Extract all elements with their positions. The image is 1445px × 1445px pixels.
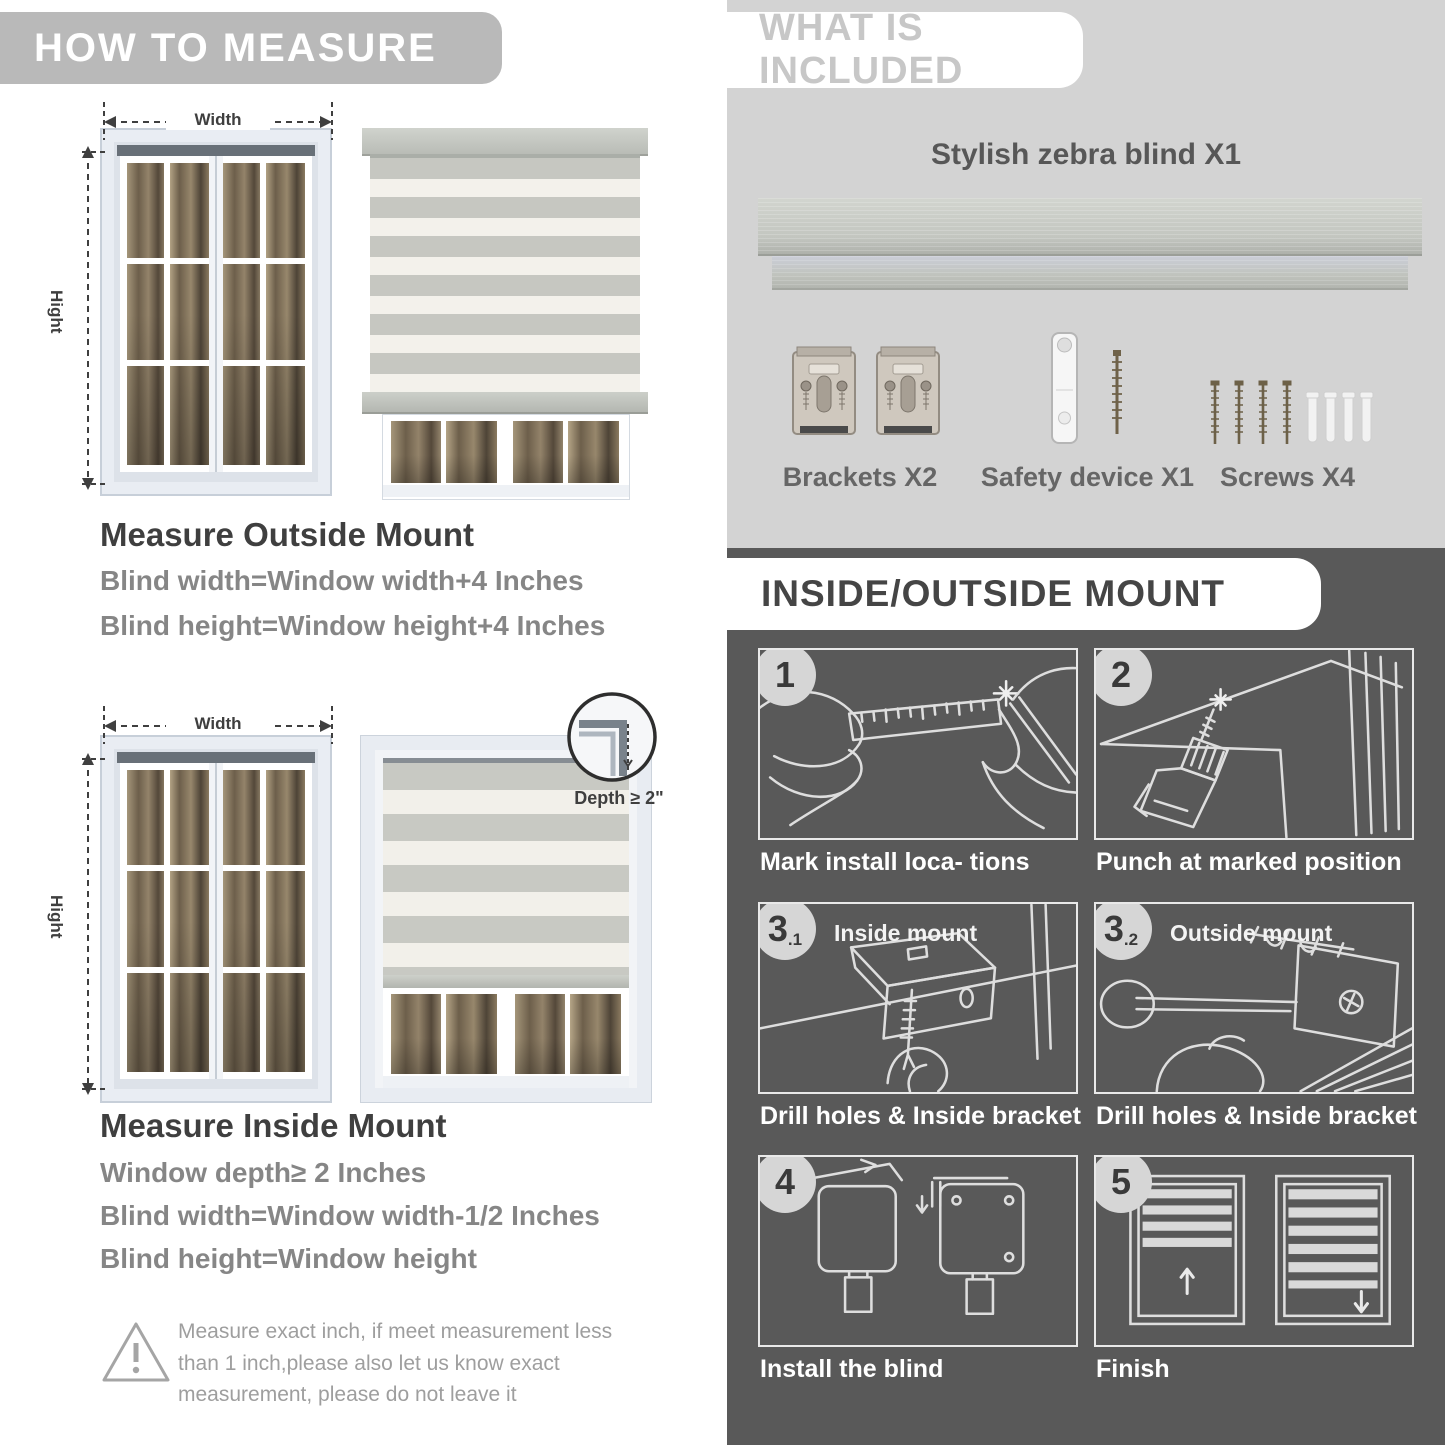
step-5-panel bbox=[1094, 1155, 1414, 1347]
product-label: Stylish zebra blind X1 bbox=[930, 138, 1242, 171]
window-sill bbox=[383, 485, 629, 497]
measure-warning-text: Measure exact inch, if meet measurement less than 1 inch,please also let us know exact measurement, please do not leave it bbox=[178, 1320, 613, 1406]
height-label-outside: Hight bbox=[47, 290, 66, 334]
how-to-measure-title: HOW TO MEASURE bbox=[34, 25, 437, 70]
screws-label: Screws X4 bbox=[1219, 462, 1356, 492]
warning-triangle-icon bbox=[100, 1318, 172, 1388]
muntin bbox=[441, 421, 446, 483]
inside-rule-height: Blind height=Window height bbox=[100, 1243, 477, 1274]
inside-rule-width: Blind width=Window width-1/2 Inches bbox=[100, 1200, 600, 1231]
window-lower-portion bbox=[382, 414, 630, 500]
muntin bbox=[563, 421, 568, 483]
outside-rule-width: Blind width=Window width+4 Inches bbox=[100, 565, 584, 596]
step-2-panel bbox=[1094, 648, 1414, 840]
step-3-1-caption: Drill holes & Inside bracket bbox=[760, 1102, 1081, 1130]
blind-cassette-lower bbox=[772, 256, 1408, 288]
step-1-caption: Mark install loca- tions bbox=[760, 848, 1030, 876]
inside-mount-title: Measure Inside Mount bbox=[100, 1107, 447, 1144]
step-number-badge: 4 bbox=[758, 1155, 816, 1213]
step-number-badge: 1 bbox=[758, 648, 816, 706]
step-number-badge: 2 bbox=[1094, 648, 1152, 706]
step-3-2-panel bbox=[1094, 902, 1414, 1094]
muntin bbox=[565, 994, 570, 1074]
step-5-caption: Finish bbox=[1096, 1355, 1170, 1383]
included-header-title: WHAT IS INCLUDED bbox=[759, 7, 964, 92]
depth-label: Depth ≥ 2" bbox=[574, 788, 664, 808]
bracket-icon bbox=[788, 342, 860, 444]
zebra-blind-outside-graphic bbox=[362, 122, 648, 498]
wall-anchors-icon bbox=[1306, 388, 1376, 448]
step-1-panel bbox=[758, 648, 1078, 840]
step-3-2-caption: Drill holes & Inside bracket bbox=[1096, 1102, 1417, 1130]
step-number-badge: 3 .1 bbox=[758, 902, 816, 960]
width-label-outside: Width bbox=[166, 110, 270, 130]
step-3-1-title: Inside mount bbox=[834, 920, 978, 946]
window-sill bbox=[383, 1076, 629, 1088]
outside-mount-title: Measure Outside Mount bbox=[100, 516, 475, 553]
mount-header-tab bbox=[727, 558, 1321, 630]
window-photo-inside bbox=[100, 735, 332, 1103]
blind-bottom-rail bbox=[362, 392, 648, 412]
step-2-caption: Punch at marked position bbox=[1096, 848, 1402, 876]
width-label-inside: Width bbox=[166, 714, 270, 734]
height-label-inside: Hight bbox=[47, 895, 66, 939]
step-number-badge: 3 .2 bbox=[1094, 902, 1152, 960]
outside-rule-height: Blind height=Window height+4 Inches bbox=[100, 610, 606, 641]
blind-headrail bbox=[362, 128, 648, 154]
height-arrow-icon bbox=[70, 745, 106, 1103]
how-to-measure-header bbox=[0, 12, 502, 84]
mount-header-title: INSIDE/OUTSIDE MOUNT bbox=[761, 573, 1226, 614]
inside-rule-depth: Window depth≥ 2 Inches bbox=[100, 1157, 427, 1188]
blind-bottom-rail bbox=[383, 975, 629, 988]
step-3-2-title: Outside mount bbox=[1170, 920, 1333, 946]
safety-device-label: Safety device X1 bbox=[980, 462, 1195, 492]
screws-icon bbox=[1208, 380, 1308, 450]
step-4-panel bbox=[758, 1155, 1078, 1347]
height-arrow-icon bbox=[70, 138, 106, 498]
included-header-tab bbox=[727, 7, 1083, 92]
window-lower-portion bbox=[383, 988, 629, 1088]
screw-icon bbox=[1108, 348, 1126, 440]
blind-cassette-graphic bbox=[758, 198, 1422, 254]
window-photo-outside bbox=[100, 128, 332, 496]
depth-detail-magnifier-icon bbox=[565, 690, 659, 784]
step-number-badge: 5 bbox=[1094, 1155, 1152, 1213]
step-4-caption: Install the blind bbox=[760, 1355, 944, 1383]
blind-fabric-stripes bbox=[370, 158, 640, 392]
brackets-label: Brackets X2 bbox=[782, 462, 938, 492]
safety-device-icon bbox=[1048, 330, 1082, 448]
bracket-icon bbox=[872, 342, 944, 444]
muntin bbox=[441, 994, 446, 1074]
step-3-1-panel bbox=[758, 902, 1078, 1094]
